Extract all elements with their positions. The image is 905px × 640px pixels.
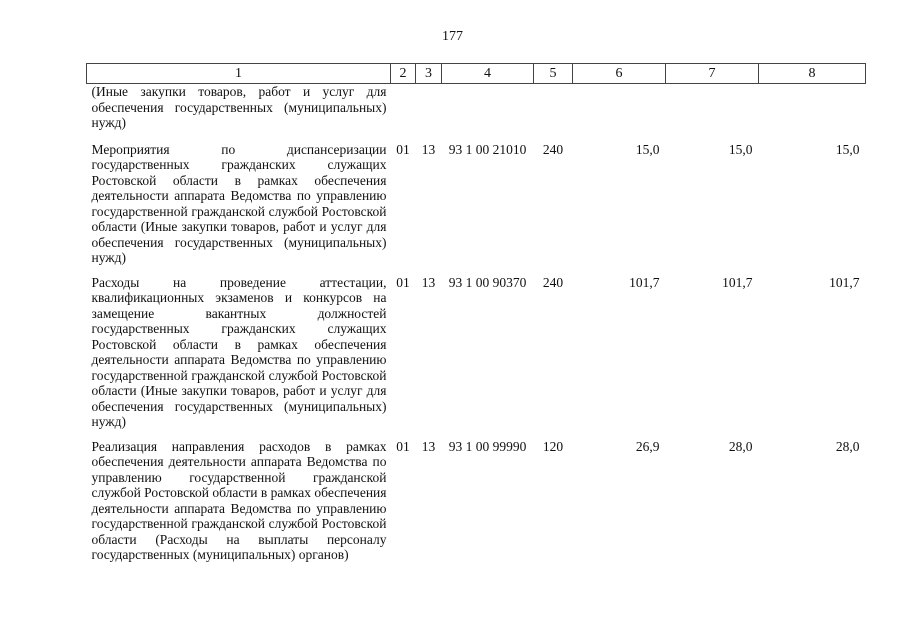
column-header: 8	[759, 64, 866, 84]
table-header-row	[87, 64, 866, 84]
section-code: 01	[396, 438, 410, 454]
row-description: Реализация направления расходов в рамках обеспечения деятельности аппарата Ведомства по управлению государственной гражданской службой Ростовской области в рамках обеспечения деятельности аппарата Ведомства по управлению государственной гражданской службой Ростовской области (Расходы на выплаты персоналу государственных (муниципальных) органов)	[91, 438, 387, 562]
target-article-code	[442, 84, 534, 139]
table-row	[87, 436, 866, 569]
table-row	[87, 272, 866, 436]
amount-year-1: 101,7	[629, 274, 660, 290]
amount-year-1: 15,0	[635, 141, 660, 157]
expense-type-code: 240	[542, 141, 564, 157]
section-code: 01	[396, 141, 410, 157]
column-header: 6	[573, 64, 666, 84]
expense-type-code	[534, 84, 573, 139]
section-code	[391, 84, 416, 139]
subsection-code: 13	[421, 141, 436, 157]
target-article-code: 93 1 00 99990	[448, 438, 527, 454]
section-code: 01	[396, 274, 410, 290]
subsection-code: 13	[421, 438, 436, 454]
amount-year-3	[759, 84, 866, 139]
subsection-code: 13	[421, 274, 436, 290]
amount-year-1: 26,9	[635, 438, 660, 454]
amount-year-3: 101,7	[829, 274, 860, 290]
column-header: 1	[87, 64, 391, 84]
amount-year-2	[666, 84, 759, 139]
column-header: 2	[391, 64, 416, 84]
target-article-code: 93 1 00 21010	[448, 141, 527, 157]
amount-year-1	[573, 84, 666, 139]
row-description: Расходы на проведение аттестации, квалификационных экзаменов и конкурсов на замещение вакантных должностей государственных гражданских служащих Ростовской области в рамках обеспечения деятельности аппарата Ведомства по управлению государственной гражданской службой Ростовской области (Иные закупки товаров, работ и услуг для обеспечения государственных (муниципальных) нужд)	[91, 274, 387, 429]
subsection-code	[416, 84, 442, 139]
table-row	[87, 139, 866, 272]
expense-type-code: 240	[542, 274, 564, 290]
table-row	[87, 84, 866, 139]
target-article-code: 93 1 00 90370	[448, 274, 527, 290]
amount-year-3: 28,0	[835, 438, 860, 454]
row-description: (Иные закупки товаров, работ и услуг для обеспечения государственных (муниципальных) нужд)	[91, 84, 387, 130]
column-header: 4	[442, 64, 534, 84]
amount-year-2: 28,0	[728, 438, 753, 454]
page-number: 177	[442, 29, 463, 44]
budget-table	[86, 63, 866, 569]
column-header: 3	[416, 64, 442, 84]
column-header: 7	[666, 64, 759, 84]
column-header: 5	[534, 64, 573, 84]
expense-type-code: 120	[542, 438, 564, 454]
amount-year-2: 15,0	[728, 141, 753, 157]
amount-year-3: 15,0	[835, 141, 860, 157]
amount-year-2: 101,7	[722, 274, 753, 290]
row-description: Мероприятия по диспансеризации государственных гражданских служащих Ростовской области в рамках обеспечения деятельности аппарата Ведомства по управлению государственной гражданской службой Ростовской области (Иные закупки товаров, работ и услуг для обеспечения государственных (муниципальных) нужд)	[91, 141, 387, 265]
